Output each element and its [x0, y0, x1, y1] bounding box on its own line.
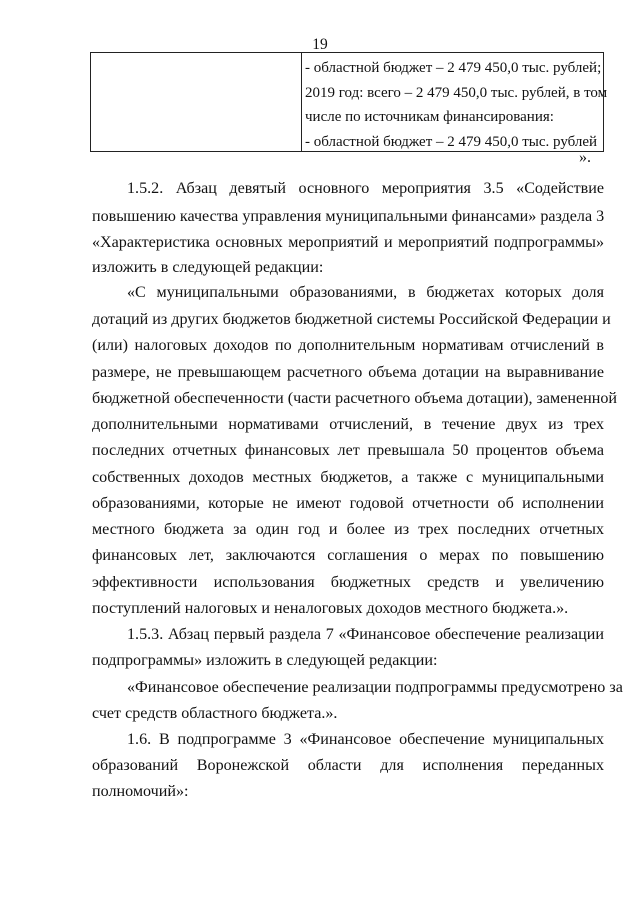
- paragraph-2-line: образованиями, которые не имеют годовой отчетности об исполнении: [92, 495, 604, 512]
- paragraph-2-line: бюджетной обеспеченности (части расчетного объема дотации), замененной: [92, 390, 618, 407]
- table-right-cell: [305, 56, 608, 154]
- paragraph-5-line: 1.6. В подпрограмме 3 «Финансовое обеспечение муниципальных: [127, 731, 604, 748]
- paragraph-2-line: последних отчетных финансовых лет превышала 50 процентов объема: [92, 442, 604, 459]
- paragraph-2-line: «С муниципальными образованиями, в бюджетах которых доля: [127, 284, 604, 301]
- paragraph-2-line: (или) налоговых доходов по дополнительным нормативам отчислений в: [92, 337, 604, 354]
- paragraph-2-line: эффективности использования бюджетных средств и увеличению: [92, 574, 604, 591]
- paragraph-1-line: 1.5.2. Абзац девятый основного мероприятия 3.5 «Содействие: [127, 180, 604, 197]
- table-left-cell: [91, 53, 302, 151]
- paragraph-2-line: дополнительными нормативами отчислений, в течение двух из трех: [92, 416, 604, 433]
- paragraph-3-line: 1.5.3. Абзац первый раздела 7 «Финансовое обеспечение реализации: [127, 626, 604, 643]
- paragraph-2-line: финансовых лет, заключаются соглашения о мерах по повышению: [92, 547, 604, 564]
- paragraph-5-line: полномочий»:: [92, 783, 189, 800]
- paragraph-4-line: «Финансовое обеспечение реализации подпрограммы предусмотрено за: [127, 679, 623, 696]
- table-line: 2019 год: всего – 2 479 450,0 тыс. рублей, в том: [305, 84, 608, 101]
- page-number: 19: [312, 36, 328, 53]
- paragraph-2-line: дотаций из других бюджетов бюджетной системы Российской Федерации и: [92, 311, 611, 328]
- paragraph-1-line: изложить в следующей редакции:: [92, 259, 324, 276]
- paragraph-2-line: поступлений налоговых и неналоговых доходов местного бюджета.».: [92, 600, 569, 617]
- paragraph-2-line: размере, не превышающем расчетного объема дотации на выравнивание: [92, 364, 604, 381]
- paragraph-2-line: собственных доходов местных бюджетов, а также с муниципальными: [92, 469, 604, 486]
- paragraph-3-line: подпрограммы» изложить в следующей редакции:: [92, 652, 438, 669]
- table-line: числе по источникам финансирования:: [305, 109, 554, 125]
- paragraph-2-line: местного бюджета за один год и более из трех последних отчетных: [92, 521, 604, 538]
- paragraph-1-line: повышению качества управления муниципальными финансами» раздела 3: [92, 208, 605, 225]
- closing-quote-mark: ».: [579, 149, 591, 166]
- paragraph-5-line: образований Воронежской области для исполнения переданных: [92, 757, 604, 774]
- budget-table: [90, 52, 608, 152]
- table-line: - областной бюджет – 2 479 450,0 тыс. рублей: [305, 133, 598, 150]
- paragraph-1-line: «Характеристика основных мероприятий и мероприятий подпрограммы»: [92, 234, 604, 251]
- table-line: - областной бюджет – 2 479 450,0 тыс. рублей;: [305, 60, 602, 76]
- paragraph-4-line: счет средств областного бюджета.».: [92, 705, 338, 722]
